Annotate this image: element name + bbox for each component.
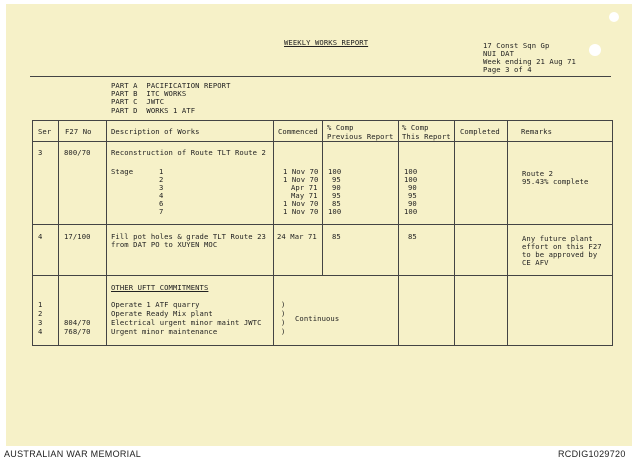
col-prev-1: % Comp bbox=[327, 123, 354, 132]
item-ser: 4 bbox=[38, 327, 43, 336]
row-description: Fill pot holes & grade TLT Route 23 bbox=[111, 232, 266, 241]
item-description: Urgent minor maintenance bbox=[111, 327, 218, 336]
part-b: PART B ITC WORKS bbox=[111, 89, 187, 98]
row-ser: 4 bbox=[38, 232, 43, 241]
bracket: ) bbox=[281, 327, 286, 336]
footer-record-id: RCDIG1029720 bbox=[558, 449, 626, 459]
stage-prev-pct: 100 bbox=[328, 167, 342, 176]
row-prev-pct: 85 bbox=[332, 232, 341, 241]
col-ser: Ser bbox=[38, 127, 52, 136]
part-c: PART C JWTC bbox=[111, 97, 165, 106]
stage-number: 3 bbox=[159, 183, 164, 192]
row-f27: 17/100 bbox=[64, 232, 91, 241]
stage-commenced: Apr 71 bbox=[291, 183, 318, 192]
part-a: PART A PACIFICATION REPORT bbox=[111, 81, 231, 90]
stage-this-pct: 90 bbox=[408, 199, 417, 208]
row-remarks: Route 2 bbox=[522, 169, 553, 178]
col-f27: F27 No bbox=[65, 127, 92, 136]
stage-label: Stage bbox=[111, 167, 134, 176]
row-remarks: effort on this F27 bbox=[522, 242, 602, 251]
stage-number: 4 bbox=[159, 191, 164, 200]
col-this-1: % Comp bbox=[402, 123, 429, 132]
page-number: Page 3 of 4 bbox=[483, 65, 532, 74]
row-remarks: CE AFV bbox=[522, 258, 549, 267]
stage-number: 6 bbox=[159, 199, 164, 208]
item-f27: 804/70 bbox=[64, 318, 91, 327]
bracket: ) bbox=[281, 318, 286, 327]
item-f27: 768/70 bbox=[64, 327, 91, 336]
row-commenced: 24 Mar 71 bbox=[277, 232, 317, 241]
col-completed: Completed bbox=[460, 127, 500, 136]
stage-prev-pct: 95 bbox=[332, 175, 341, 184]
col-remarks: Remarks bbox=[521, 127, 552, 136]
stage-this-pct: 100 bbox=[404, 167, 418, 176]
stage-this-pct: 100 bbox=[404, 175, 418, 184]
header-rule bbox=[30, 76, 611, 77]
report-title: WEEKLY WORKS REPORT bbox=[284, 38, 369, 47]
col-prev-2: Previous Report bbox=[327, 132, 394, 141]
stage-commenced: 1 Nov 70 bbox=[283, 167, 319, 176]
stage-commenced: 1 Nov 70 bbox=[283, 207, 319, 216]
row-this-pct: 85 bbox=[408, 232, 417, 241]
col-commenced: Commenced bbox=[278, 127, 318, 136]
stage-number: 1 bbox=[159, 167, 164, 176]
item-ser: 3 bbox=[38, 318, 43, 327]
stage-prev-pct: 95 bbox=[332, 191, 341, 200]
stage-prev-pct: 90 bbox=[332, 183, 341, 192]
item-ser: 1 bbox=[38, 300, 43, 309]
stage-this-pct: 95 bbox=[408, 191, 417, 200]
punch-hole bbox=[609, 12, 619, 22]
row-remarks: to be approved by bbox=[522, 250, 598, 259]
row-ser: 3 bbox=[38, 148, 43, 157]
location: NUI DAT bbox=[483, 49, 514, 58]
part-d: PART D WORKS 1 ATF bbox=[111, 106, 196, 115]
stage-number: 7 bbox=[159, 207, 164, 216]
stage-prev-pct: 85 bbox=[332, 199, 341, 208]
stage-commenced: 1 Nov 70 bbox=[283, 199, 319, 208]
row-remarks: Any future plant bbox=[522, 234, 593, 243]
stage-commenced: May 71 bbox=[291, 191, 318, 200]
week-ending: Week ending 21 Aug 71 bbox=[483, 57, 576, 66]
stage-number: 2 bbox=[159, 175, 164, 184]
unit-name: 17 Const Sqn Gp bbox=[483, 41, 550, 50]
item-description: Operate Ready Mix plant bbox=[111, 309, 213, 318]
commitments-status: Continuous bbox=[295, 314, 340, 323]
row-remarks: 95.43% complete bbox=[522, 177, 589, 186]
item-description: Operate 1 ATF quarry bbox=[111, 300, 200, 309]
row-description: Reconstruction of Route TLT Route 2 bbox=[111, 148, 266, 157]
punch-hole bbox=[589, 44, 601, 56]
row-description: from DAT PO to XUYEN MOC bbox=[111, 240, 218, 249]
stage-prev-pct: 100 bbox=[328, 207, 342, 216]
commitments-heading: OTHER UFTT COMMITMENTS bbox=[111, 283, 209, 292]
row-f27: 800/70 bbox=[64, 148, 91, 157]
item-ser: 2 bbox=[38, 309, 43, 318]
item-description: Electrical urgent minor maint JWTC bbox=[111, 318, 262, 327]
stage-this-pct: 90 bbox=[408, 183, 417, 192]
bracket: ) bbox=[281, 309, 286, 318]
col-description: Description of Works bbox=[111, 127, 200, 136]
stage-commenced: 1 Nov 70 bbox=[283, 175, 319, 184]
bracket: ) bbox=[281, 300, 286, 309]
col-this-2: This Report bbox=[402, 132, 451, 141]
footer-archive-name: AUSTRALIAN WAR MEMORIAL bbox=[4, 449, 142, 459]
stage-this-pct: 100 bbox=[404, 207, 418, 216]
document-page bbox=[6, 4, 632, 446]
